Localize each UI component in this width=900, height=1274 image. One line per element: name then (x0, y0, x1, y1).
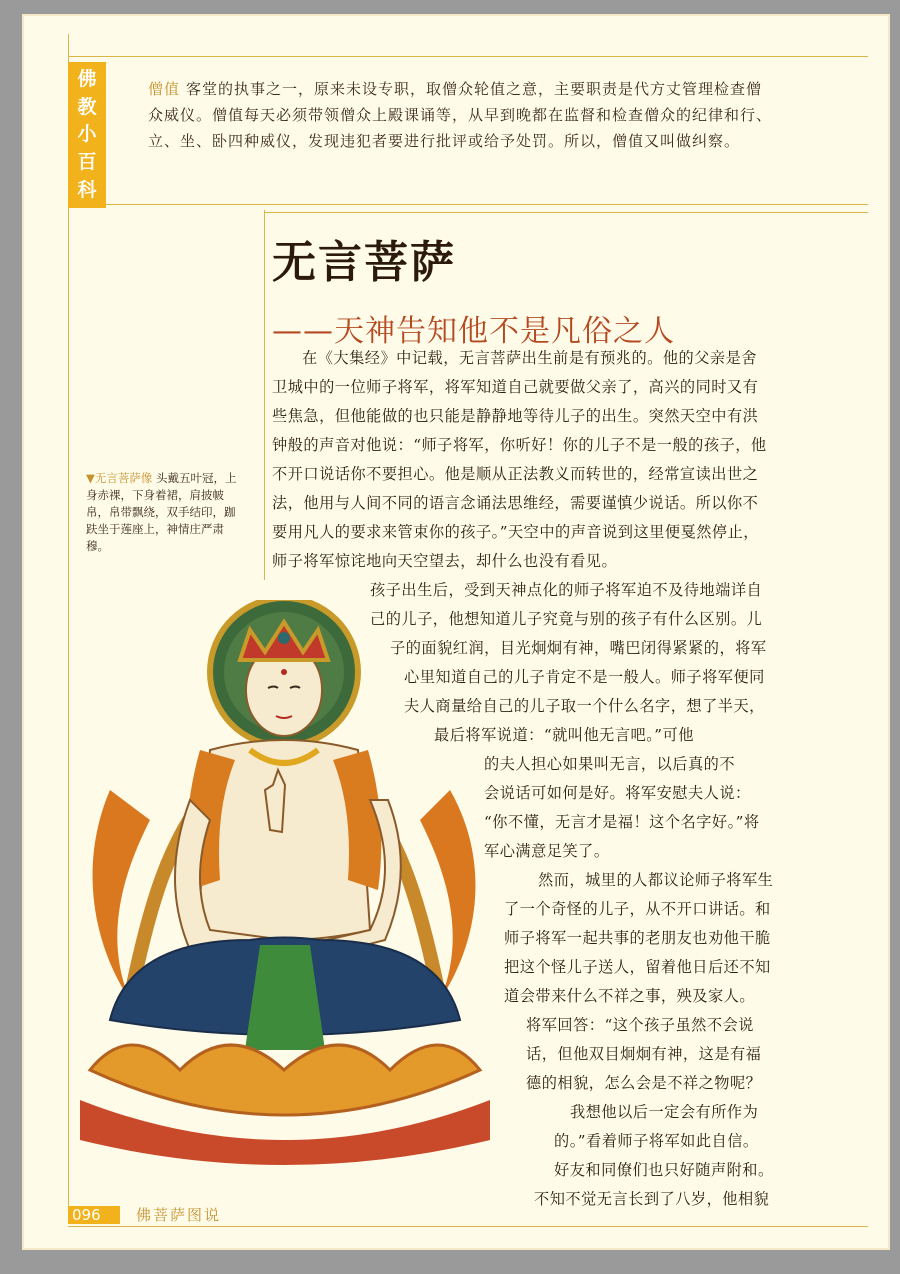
caption-head: 无言菩萨像 (94, 471, 153, 485)
body-line: 好友和同僚们也只好随声附和。 (554, 1161, 774, 1179)
footer-rule (68, 1226, 868, 1227)
tab-char: 佛 (77, 68, 97, 91)
body-line: 把这个怪儿子送人，留着他日后还不知 (504, 958, 771, 976)
body-line: 些焦急，但他能做的也只能是静静地等待儿子的出生。突然天空中有洪 (272, 407, 759, 425)
title-rule (264, 212, 868, 213)
body-line: 要用凡人的要求来管束你的孩子。”天空中的声音说到这里便戛然停止， (272, 523, 759, 541)
body-line: 己的儿子，他想知道儿子究竟与别的孩子有什么区别。儿 (370, 610, 763, 628)
article-body (272, 344, 782, 1214)
body-line: 卫城中的一位师子将军，将军知道自己就要做父亲了，高兴的同时又有 (272, 378, 759, 396)
article-subtitle: ——天神告知他不是凡俗之人 (272, 314, 675, 349)
body-line: 德的相貌，怎么会是不祥之物呢？ (526, 1074, 762, 1092)
left-rule (68, 34, 69, 1224)
body-line: “你不懂，无言才是福！这个名字好。”将 (484, 813, 760, 831)
body-line: 话，但他双目炯炯有神，这是有福 (526, 1045, 762, 1063)
body-line: 夫人商量给自己的儿子取一个什么名字，想了半天， (404, 697, 765, 715)
body-line: 不知不觉无言长到了八岁，他相貌 (534, 1190, 770, 1208)
caption-marker: ▼ (86, 471, 95, 485)
tab-char: 百 (77, 151, 97, 174)
body-line: 的。”看着师子将军如此自信。 (554, 1132, 759, 1150)
body-line: 钟般的声音对他说：“师子将军，你听好！你的儿子不是一般的孩子，他 (272, 436, 767, 454)
body-line: 不开口说话你不要担心。他是顺从正法教义而转世的，经常宣读出世之 (272, 465, 759, 483)
body-line: 在《大集经》中记载，无言菩萨出生前是有预兆的。他的父亲是舍 (302, 349, 757, 367)
image-caption (86, 470, 246, 555)
column-rule (264, 210, 265, 580)
body-line: 孩子出生后，受到天神点化的师子将军迫不及待地端详自 (370, 581, 763, 599)
tab-char: 小 (77, 123, 97, 146)
tip-text: 客堂的执事之一，原来未设专职，取僧众轮值之意，主要职责是代方丈管理检查僧众威仪。僧值每天必须带领僧众上殿课诵等，从早到晚都在监督和检查僧众的纪律和行、立、坐、卧四种威仪，发现违犯者要进行批评或给予处罚。所以，僧值又叫做纠察。 (148, 80, 773, 150)
body-line: 的夫人担心如果叫无言，以后真的不 (484, 755, 735, 773)
body-line: 心里知道自己的儿子肯定不是一般人。师子将军便同 (404, 668, 765, 686)
body-line: 了一个奇怪的儿子，从不开口讲话。和 (504, 900, 771, 918)
top-rule (68, 56, 868, 57)
tab-char: 教 (77, 95, 97, 118)
book-title: 佛菩萨图说 (136, 1206, 222, 1224)
body-line: 子的面貌红润，目光炯炯有神，嘴巴闭得紧紧的，将军 (390, 639, 767, 657)
tab-char: 科 (77, 178, 97, 201)
sidebar-tab (68, 62, 106, 208)
body-line: 然而，城里的人都议论师子将军生 (538, 871, 774, 889)
caption-text: 头戴五叶冠，上身赤裸，下身着裙，肩披帔帛，帛带飘绕，双手结印，跏趺坐于莲座上，神情庄严肃穆。 (86, 471, 237, 553)
body-line: 师子将军一起共事的老朋友也劝他干脆 (504, 929, 771, 947)
body-line: 法，他用与人间不同的语言念诵法思维经，需要谨慎少说话。所以你不 (272, 494, 759, 512)
body-line: 最后将军说道：“就叫他无言吧。”可他 (434, 726, 694, 744)
body-line: 师子将军惊诧地向天空望去，却什么也没有看见。 (272, 552, 618, 570)
body-line: 会说话可如何是好。将军安慰夫人说： (484, 784, 751, 802)
tip-bottom-rule (68, 204, 868, 205)
body-line: 将军回答：“这个孩子虽然不会说 (526, 1016, 754, 1034)
tip-lead: 僧值 (148, 80, 181, 98)
article-title: 无言菩萨 (272, 237, 456, 288)
body-line: 道会带来什么不祥之事，殃及家人。 (504, 987, 755, 1005)
body-line: 我想他以后一定会有所作为 (570, 1103, 759, 1121)
body-line: 军心满意足笑了。 (484, 842, 610, 860)
page-number: 096 (72, 1206, 101, 1224)
tip-box (148, 76, 778, 154)
